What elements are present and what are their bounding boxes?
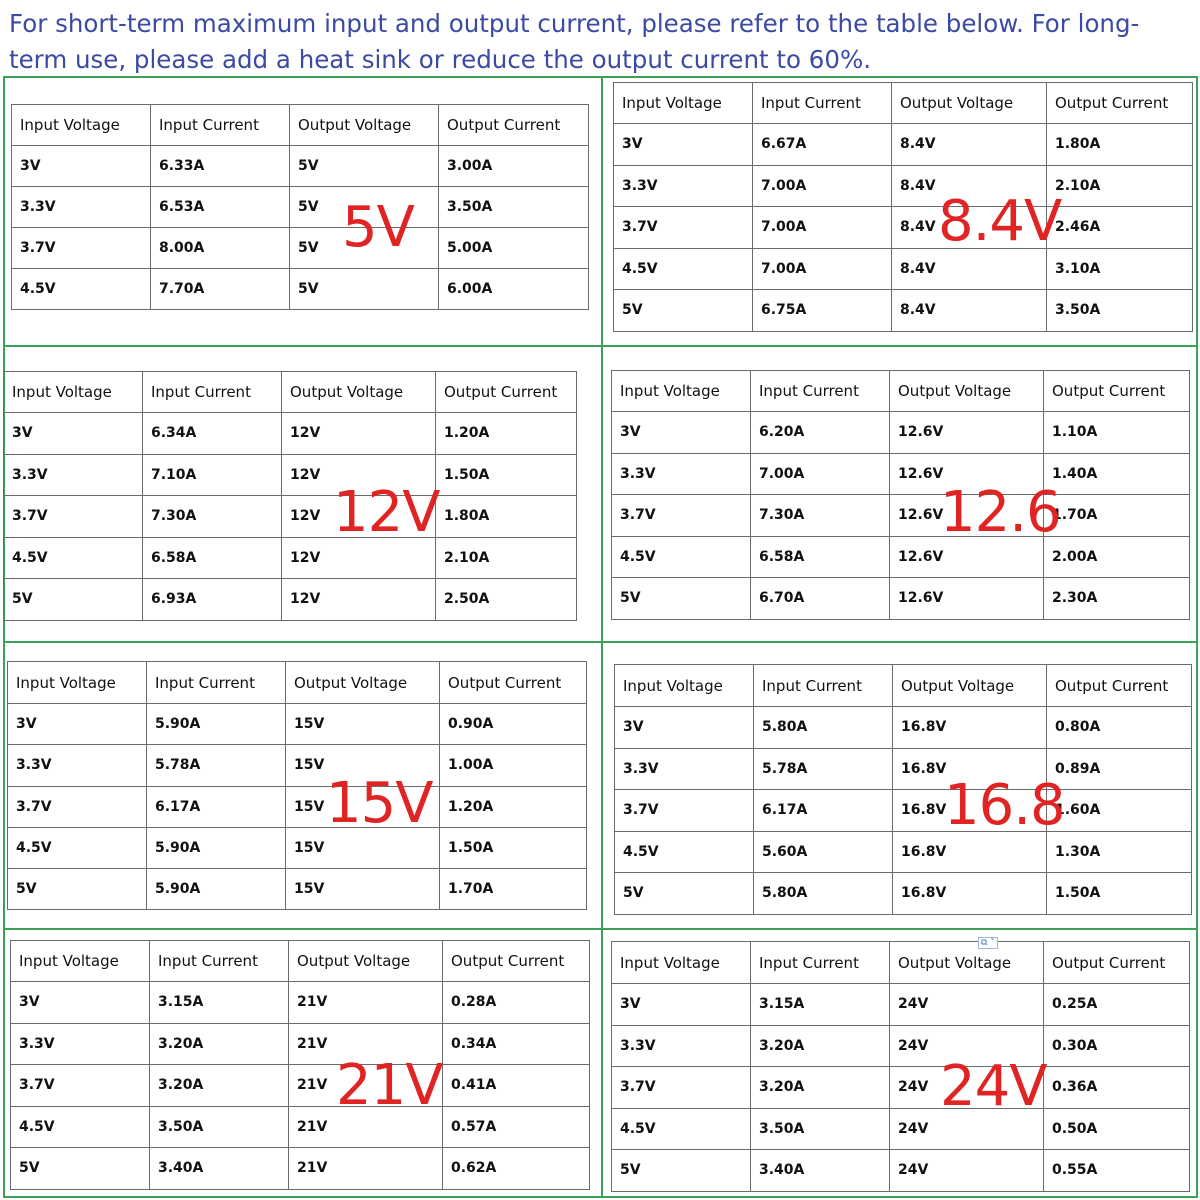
table-row [614, 207, 1193, 249]
column-header: Input Current [143, 372, 282, 413]
table-cell: 12.6V [890, 412, 1044, 454]
table-cell: 3V [612, 984, 751, 1026]
table-cell: 3V [8, 704, 147, 745]
table-cell: 3.20A [751, 1067, 890, 1109]
table-cell: 1.50A [1047, 873, 1192, 915]
table-cell: 5V [290, 269, 439, 310]
table-cell: 24V [890, 1108, 1044, 1150]
spec-table [611, 370, 1190, 620]
table-cell: 0.41A [443, 1065, 590, 1107]
table-row [8, 786, 587, 827]
table-row [11, 1106, 590, 1148]
table-cell: 3.20A [150, 1065, 289, 1107]
table-cell: 3.3V [612, 1025, 751, 1067]
table-cell: 0.57A [443, 1106, 590, 1148]
table-cell: 6.70A [751, 578, 890, 620]
table-row [4, 454, 577, 496]
column-header: Output Current [440, 662, 587, 704]
table-cell: 6.67A [753, 124, 892, 166]
table-row [12, 187, 589, 228]
table-cell: 16.8V [893, 831, 1047, 873]
table-cell: 6.17A [147, 786, 286, 827]
output-voltage-label: 21V [336, 1053, 443, 1118]
table-cell: 24V [890, 1025, 1044, 1067]
table-cell: 1.20A [436, 413, 577, 455]
table-header-row [615, 665, 1192, 707]
table-cell: 5.78A [147, 745, 286, 786]
table-header-row [4, 372, 577, 413]
table-header-row [12, 105, 589, 146]
table-row [612, 1108, 1190, 1150]
column-header: Input Voltage [4, 372, 143, 413]
column-header: Input Voltage [612, 371, 751, 412]
table-cell: 7.10A [143, 454, 282, 496]
table-cell: 2.10A [1047, 165, 1193, 207]
spec-table [7, 661, 587, 910]
column-header: Input Voltage [612, 942, 751, 984]
table-cell: 0.90A [440, 704, 587, 745]
table-cell: 7.30A [751, 495, 890, 537]
column-header: Output Voltage [289, 941, 443, 982]
spec-table [614, 664, 1192, 915]
table-cell: 1.60A [1047, 790, 1192, 832]
table-cell: 15V [286, 827, 440, 868]
table-cell: 5V [290, 187, 439, 228]
table-cell: 3.7V [12, 228, 151, 269]
table-cell: 3V [4, 413, 143, 455]
table-row [4, 413, 577, 455]
table-cell: 0.34A [443, 1023, 590, 1065]
table-cell: 4.5V [8, 827, 147, 868]
table-cell: 15V [286, 786, 440, 827]
output-voltage-label: 12.6 [940, 480, 1061, 545]
table-cell: 6.93A [143, 579, 282, 621]
table-cell: 7.00A [753, 248, 892, 290]
grid-line-right [1196, 76, 1198, 1198]
table-cell: 16.8V [893, 873, 1047, 915]
table-row [614, 248, 1193, 290]
table-row [12, 269, 589, 310]
table-cell: 3.7V [11, 1065, 150, 1107]
table-cell: 1.80A [436, 496, 577, 538]
table-cell: 12V [282, 537, 436, 579]
output-voltage-label: 24V [940, 1054, 1047, 1119]
table-cell: 3.50A [751, 1108, 890, 1150]
table-cell: 0.25A [1044, 984, 1190, 1026]
grid-line-left [3, 76, 5, 1198]
table-row [11, 982, 590, 1024]
table-cell: 5.80A [754, 707, 893, 749]
table-cell: 15V [286, 745, 440, 786]
table-row [612, 536, 1190, 578]
table-row [612, 1150, 1190, 1192]
table-cell: 3.15A [150, 982, 289, 1024]
table-cell: 24V [890, 984, 1044, 1026]
table-cell: 3V [615, 707, 754, 749]
table-cell: 5.90A [147, 704, 286, 745]
table-cell: 6.53A [151, 187, 290, 228]
column-header: Input Current [754, 665, 893, 707]
table-row [8, 745, 587, 786]
column-header: Input Voltage [11, 941, 150, 982]
table-cell: 3.3V [4, 454, 143, 496]
table-cell: 3.7V [4, 496, 143, 538]
table-cell: 8.00A [151, 228, 290, 269]
table-cell: 0.55A [1044, 1150, 1190, 1192]
table-cell: 6.34A [143, 413, 282, 455]
column-header: Output Voltage [890, 942, 1044, 984]
table-cell: 3.20A [150, 1023, 289, 1065]
column-header: Input Current [147, 662, 286, 704]
table-cell: 21V [289, 1023, 443, 1065]
spec-table [3, 371, 577, 621]
table-cell: 16.8V [893, 748, 1047, 790]
clipboard-icon: ⧉ ˅ [978, 937, 998, 949]
column-header: Output Current [1044, 942, 1190, 984]
table-header-row [11, 941, 590, 982]
table-cell: 12.6V [890, 495, 1044, 537]
table-cell: 7.70A [151, 269, 290, 310]
column-header: Output Voltage [286, 662, 440, 704]
table-cell: 21V [289, 1148, 443, 1190]
table-cell: 6.00A [439, 269, 589, 310]
table-cell: 5V [11, 1148, 150, 1190]
table-cell: 1.20A [440, 786, 587, 827]
intro-text: For short-term maximum input and output current, please refer to the table below. For long-term use, please add a heat sink or reduce the output current to 60%. [9, 9, 1140, 74]
table-cell: 15V [286, 704, 440, 745]
table-row [614, 124, 1193, 166]
column-header: Input Voltage [615, 665, 754, 707]
table-cell: 4.5V [612, 536, 751, 578]
table-cell: 3.40A [150, 1148, 289, 1190]
table-row [614, 290, 1193, 332]
spec-table [611, 941, 1190, 1192]
table-row [612, 1067, 1190, 1109]
table-cell: 3.7V [8, 786, 147, 827]
table-row [615, 790, 1192, 832]
table-cell: 5V [615, 873, 754, 915]
table-cell: 5.90A [147, 869, 286, 910]
table-cell: 12.6V [890, 578, 1044, 620]
table-cell: 8.4V [892, 290, 1047, 332]
table-row [612, 453, 1190, 495]
table-row [8, 869, 587, 910]
table-cell: 3.3V [615, 748, 754, 790]
table-header-row [8, 662, 587, 704]
output-voltage-label: 12V [333, 480, 440, 545]
table-cell: 12V [282, 413, 436, 455]
table-cell: 0.28A [443, 982, 590, 1024]
table-cell: 6.17A [754, 790, 893, 832]
table-cell: 5.60A [754, 831, 893, 873]
table-cell: 5.80A [754, 873, 893, 915]
table-cell: 8.4V [892, 124, 1047, 166]
grid-line-middle [601, 76, 603, 1198]
table-cell: 1.50A [440, 827, 587, 868]
table-cell: 3.3V [612, 453, 751, 495]
table-cell: 6.58A [143, 537, 282, 579]
table-cell: 4.5V [612, 1108, 751, 1150]
column-header: Output Voltage [890, 371, 1044, 412]
table-row [11, 1148, 590, 1190]
table-row [4, 537, 577, 579]
table-cell: 5V [4, 579, 143, 621]
table-row [615, 831, 1192, 873]
table-row [615, 873, 1192, 915]
table-cell: 12.6V [890, 453, 1044, 495]
table-cell: 0.89A [1047, 748, 1192, 790]
table-cell: 5.78A [754, 748, 893, 790]
output-voltage-label: 16.8 [944, 773, 1065, 838]
table-cell: 1.70A [440, 869, 587, 910]
table-row [11, 1023, 590, 1065]
table-row [4, 579, 577, 621]
table-cell: 6.75A [753, 290, 892, 332]
table-cell: 6.58A [751, 536, 890, 578]
table-cell: 3.3V [12, 187, 151, 228]
table-row [12, 228, 589, 269]
column-header: Output Current [436, 372, 577, 413]
table-cell: 7.00A [753, 165, 892, 207]
table-cell: 5V [614, 290, 753, 332]
table-cell: 3.00A [439, 146, 589, 187]
table-cell: 5V [612, 1150, 751, 1192]
table-cell: 3.50A [439, 187, 589, 228]
table-row [615, 707, 1192, 749]
output-voltage-label: 8.4V [938, 189, 1062, 254]
table-row [615, 748, 1192, 790]
table-cell: 5V [290, 228, 439, 269]
table-cell: 3.20A [751, 1025, 890, 1067]
column-header: Input Voltage [12, 105, 151, 146]
table-cell: 12V [282, 454, 436, 496]
table-cell: 6.20A [751, 412, 890, 454]
table-cell: 3.15A [751, 984, 890, 1026]
table-cell: 3.3V [11, 1023, 150, 1065]
table-row [8, 704, 587, 745]
table-row [4, 496, 577, 538]
column-header: Output Voltage [282, 372, 436, 413]
table-cell: 21V [289, 982, 443, 1024]
table-cell: 6.33A [151, 146, 290, 187]
table-header-row [612, 942, 1190, 984]
table-cell: 1.00A [440, 745, 587, 786]
table-cell: 5.90A [147, 827, 286, 868]
table-cell: 8.4V [892, 207, 1047, 249]
table-header-row [612, 371, 1190, 412]
table-cell: 24V [890, 1150, 1044, 1192]
table-cell: 21V [289, 1106, 443, 1148]
table-cell: 7.00A [751, 453, 890, 495]
table-row [12, 146, 589, 187]
table-cell: 3.3V [614, 165, 753, 207]
column-header: Input Current [151, 105, 290, 146]
column-header: Output Voltage [892, 83, 1047, 124]
table-cell: 4.5V [12, 269, 151, 310]
table-row [612, 578, 1190, 620]
table-cell: 2.50A [436, 579, 577, 621]
column-header: Output Current [439, 105, 589, 146]
column-header: Output Current [443, 941, 590, 982]
spec-table [11, 104, 589, 310]
table-cell: 2.10A [436, 537, 577, 579]
table-cell: 24V [890, 1067, 1044, 1109]
table-cell: 8.4V [892, 165, 1047, 207]
table-row [11, 1065, 590, 1107]
table-cell: 15V [286, 869, 440, 910]
column-header: Input Current [753, 83, 892, 124]
table-cell: 3.7V [615, 790, 754, 832]
table-cell: 2.46A [1047, 207, 1193, 249]
table-cell: 3.3V [8, 745, 147, 786]
table-cell: 1.50A [436, 454, 577, 496]
table-cell: 3.50A [1047, 290, 1193, 332]
table-cell: 1.80A [1047, 124, 1193, 166]
table-cell: 0.80A [1047, 707, 1192, 749]
table-cell: 3.40A [751, 1150, 890, 1192]
table-cell: 3.7V [612, 495, 751, 537]
column-header: Input Current [751, 942, 890, 984]
table-cell: 12.6V [890, 536, 1044, 578]
table-row [612, 412, 1190, 454]
table-cell: 0.50A [1044, 1108, 1190, 1150]
table-header-row [614, 83, 1193, 124]
table-cell: 3V [612, 412, 751, 454]
column-header: Output Current [1047, 83, 1193, 124]
table-cell: 2.00A [1044, 536, 1190, 578]
table-cell: 16.8V [893, 707, 1047, 749]
column-header: Input Voltage [614, 83, 753, 124]
table-cell: 21V [289, 1065, 443, 1107]
table-cell: 3.50A [150, 1106, 289, 1148]
table-cell: 3.10A [1047, 248, 1193, 290]
table-cell: 0.30A [1044, 1025, 1190, 1067]
table-cell: 3V [11, 982, 150, 1024]
table-cell: 1.30A [1047, 831, 1192, 873]
table-cell: 3V [614, 124, 753, 166]
column-header: Input Current [150, 941, 289, 982]
table-cell: 7.30A [143, 496, 282, 538]
table-cell: 4.5V [11, 1106, 150, 1148]
table-cell: 1.10A [1044, 412, 1190, 454]
table-cell: 4.5V [614, 248, 753, 290]
table-cell: 5V [290, 146, 439, 187]
table-row [612, 984, 1190, 1026]
table-row [612, 495, 1190, 537]
output-voltage-label: 15V [326, 771, 433, 836]
table-cell: 3.7V [614, 207, 753, 249]
column-header: Input Current [751, 371, 890, 412]
table-cell: 1.40A [1044, 453, 1190, 495]
table-row [614, 165, 1193, 207]
output-voltage-label: 5V [342, 195, 414, 260]
table-row [612, 1025, 1190, 1067]
table-cell: 7.00A [753, 207, 892, 249]
table-cell: 0.62A [443, 1148, 590, 1190]
table-cell: 5V [8, 869, 147, 910]
table-cell: 12V [282, 496, 436, 538]
spec-table [613, 82, 1193, 332]
spec-table [10, 940, 590, 1190]
table-cell: 5.00A [439, 228, 589, 269]
column-header: Input Voltage [8, 662, 147, 704]
table-row [8, 827, 587, 868]
column-header: Output Current [1047, 665, 1192, 707]
table-cell: 5V [612, 578, 751, 620]
table-cell: 1.70A [1044, 495, 1190, 537]
table-cell: 2.30A [1044, 578, 1190, 620]
table-cell: 4.5V [4, 537, 143, 579]
column-header: Output Current [1044, 371, 1190, 412]
table-cell: 3.7V [612, 1067, 751, 1109]
table-cell: 8.4V [892, 248, 1047, 290]
table-cell: 0.36A [1044, 1067, 1190, 1109]
table-cell: 4.5V [615, 831, 754, 873]
table-cell: 16.8V [893, 790, 1047, 832]
column-header: Output Voltage [893, 665, 1047, 707]
column-header: Output Voltage [290, 105, 439, 146]
table-cell: 3V [12, 146, 151, 187]
table-cell: 12V [282, 579, 436, 621]
